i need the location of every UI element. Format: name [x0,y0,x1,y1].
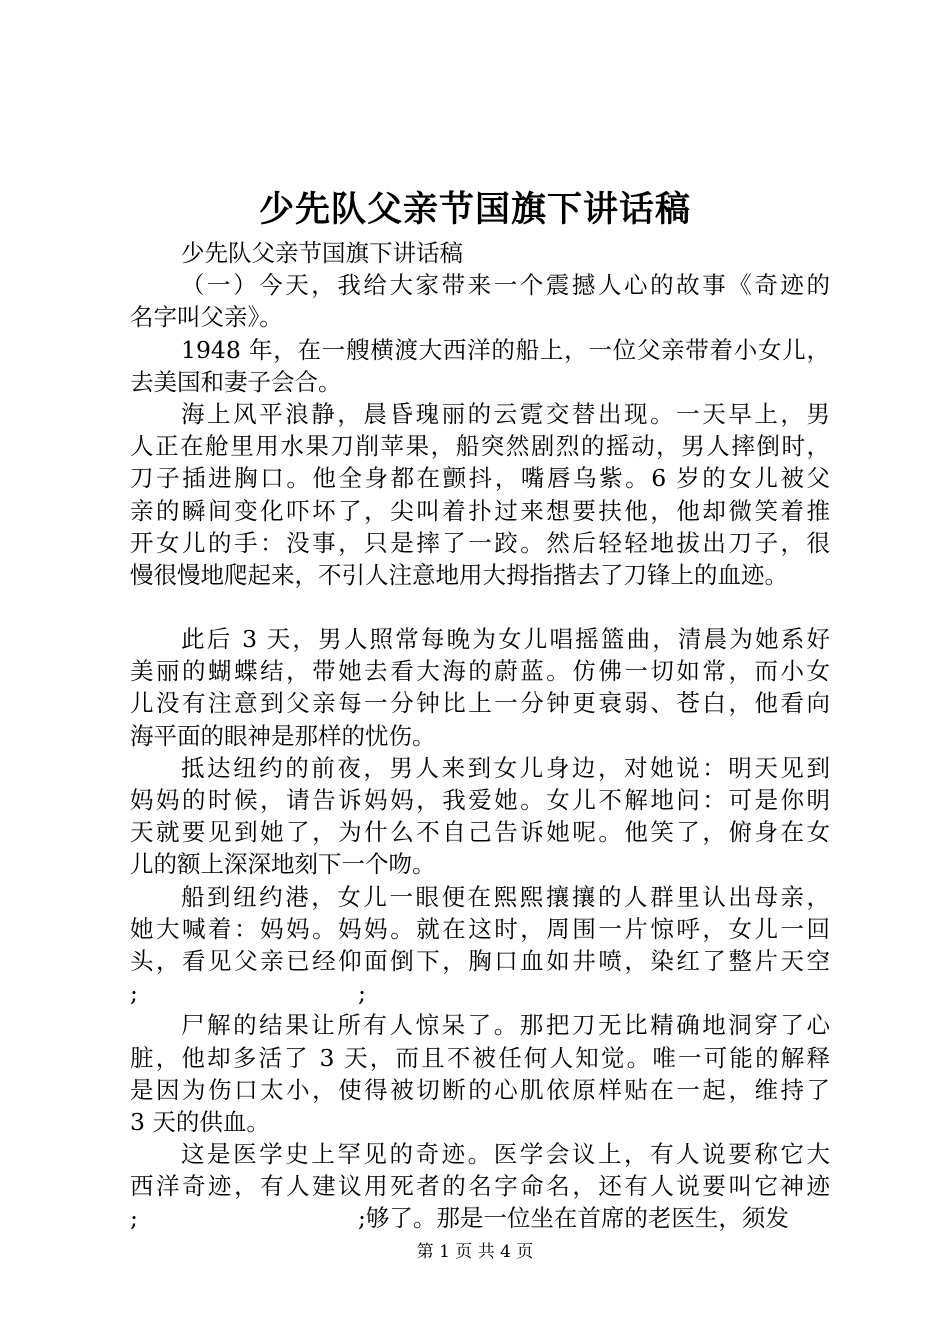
body-line: 儿没有注意到父亲每一分钟比上一分钟更衰弱、苍白，他看向 [130,689,830,718]
body-line: 去美国和妻子会合。 [130,367,342,396]
body-line: 西洋奇迹，有人建议用死者的名字命名，还有人说要叫它神迹 [130,1172,830,1201]
semicolon-mark: ; [130,979,138,1008]
body-line: 此后 3 天，男人照常每晚为女儿唱摇篮曲，清晨为她系好 [181,625,830,654]
body-line: 妈妈的时候，请告诉妈妈，我爱她。女儿不解地问：可是你明 [130,786,830,814]
page-footer: 第 1 页 共 4 页 [416,1242,534,1262]
body-subtitle-line: 少先队父亲节国旗下讲话稿 [181,239,463,267]
body-line: 这是医学史上罕见的奇迹。医学会议上，有人说要称它大 [181,1140,830,1169]
body-line [130,1202,830,1234]
body-line: 抵达纽约的前夜，男人来到女儿身边，对她说：明天见到 [181,753,830,782]
body-line: 是因为伤口太小，使得被切断的心肌依原样贴在一起，维持了 [130,1075,830,1104]
body-line: 尸解的结果让所有人惊呆了。那把刀无比精确地洞穿了心 [181,1011,830,1040]
document-title: 少先队父亲节国旗下讲话稿 [258,189,691,230]
body-line: （一）今天，我给大家带来一个震撼人心的故事《奇迹的 [181,271,830,300]
body-line: 儿的额上深深地刻下一个吻。 [130,850,436,879]
document-body [130,237,830,1235]
body-line: 刀子插进胸口。他全身都在颤抖，嘴唇乌紫。6 岁的女儿被父 [130,464,830,493]
body-line [130,977,830,1009]
body-line: 脏，他却多活了 3 天，而且不被任何人知觉。唯一可能的解释 [130,1043,830,1072]
body-line-tail: ;够了。那是一位坐在首席的老医生，须发 [358,1204,789,1233]
body-line: 1948 年，在一艘横渡大西洋的船上，一位父亲带着小女儿， [181,335,830,364]
body-line: 她大喊着：妈妈。妈妈。就在这时，周围一片惊呼，女儿一回 [130,914,830,943]
body-line: 头，看见父亲已经仰面倒下，胸口血如井喷，染红了整片天空 [130,946,830,975]
body-line: 亲的瞬间变化吓坏了，尖叫着扑过来想要扶他，他却微笑着推 [130,496,830,525]
body-line: 船到纽约港，女儿一眼便在熙熙攘攘的人群里认出母亲， [181,882,830,911]
body-line: 天就要见到她了，为什么不自己告诉她呢。他笑了，俯身在女 [130,818,830,847]
semicolon-mark: ; [130,1204,138,1233]
body-line: 3 天的供血。 [130,1107,270,1136]
semicolon-mark: ; [358,979,366,1008]
body-line: 名字叫父亲》。 [130,303,283,332]
body-line: 慢很慢地爬起来，不引人注意地用大拇指揩去了刀锋上的血迹。 [130,560,788,589]
body-line: 人正在舱里用水果刀削苹果，船突然剧烈的摇动，男人摔倒时， [130,432,830,461]
body-line: 海上风平浪静，晨昏瑰丽的云霓交替出现。一天早上，男 [181,399,830,428]
body-line: 海平面的眼神是那样的忧伤。 [130,721,436,750]
body-line: 美丽的蝴蝶结，带她去看大海的蔚蓝。仿佛一切如常，而小女 [130,657,830,686]
body-line: 开女儿的手：没事，只是摔了一跤。然后轻轻地拔出刀子，很 [130,528,830,557]
